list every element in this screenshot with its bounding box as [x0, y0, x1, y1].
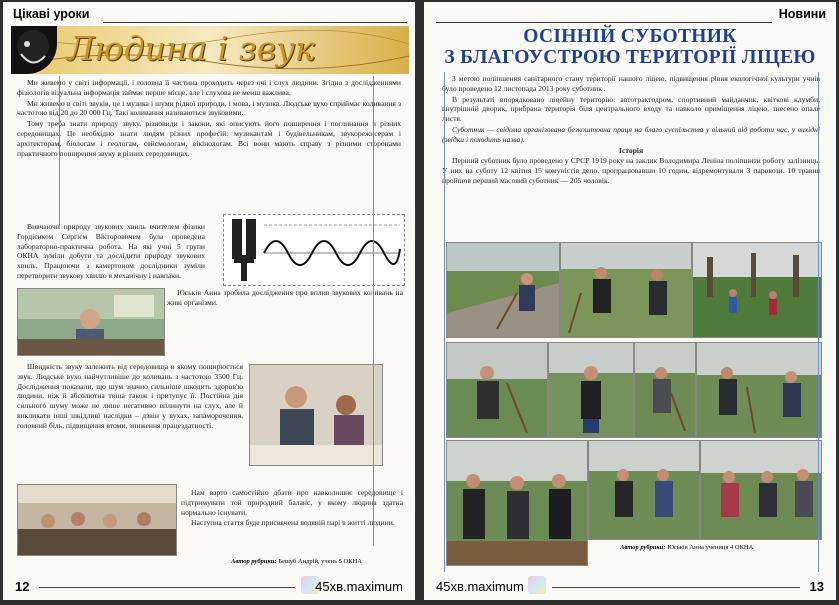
- cleanup-photo: [692, 242, 822, 338]
- section-title-left: Цікаві уроки: [13, 7, 90, 21]
- guide-line: [444, 72, 445, 572]
- classroom-photo: [17, 484, 177, 556]
- page-number-right: 13: [809, 579, 824, 594]
- paragraph: Тому треба знати природу звуку, різновиди і закони, які описують його поширення і поглинання в різних середовищах. Це необхідно знати людям різних професій: музикантам і будівельникам, звукорежисерам і архітекторам, біологам і геологам, сейсмологам, вікінологам. Всі вони мають справу з різними сторонами практичного поширення звуку в різних середовищах.: [17, 119, 401, 158]
- article-title-line2: З БЛАГОУСТРОЮ ТЕРИТОРІЇ ЛІЦЕЮ: [444, 47, 816, 68]
- cleanup-photo: [446, 440, 588, 566]
- header-rule-left: [103, 22, 407, 23]
- paragraph: Ми живемо у світі інформації, і головна її частина проходить через очі і слух людини. Згідно з дослідженнями фізіологів візуальна інформація займає перше місце, але і слухова не менш важлива.: [17, 78, 401, 97]
- caption-text: Юськів Анна учениця 4 ОКНА: [667, 544, 754, 551]
- sound-wave-diagram: [224, 215, 404, 285]
- left-article-mid: [17, 222, 205, 282]
- left-article-end: [181, 488, 403, 529]
- banner: [11, 26, 409, 74]
- magazine-logo-icon: [528, 576, 546, 594]
- caption-text: Бешуб Андрій, учень 5 ОКНА: [278, 558, 362, 565]
- author-caption-right: [620, 544, 820, 552]
- left-article-noise: [17, 362, 243, 432]
- magazine-name-left: 45хв.maximum: [315, 579, 403, 594]
- paragraph: З метою поліпшення санітарного стану території нашого ліцею, підвищення рівня екологічної культури учнів було проведено 12 листопада 2013 року суботник .: [442, 74, 820, 93]
- banner-title: Людина і звук: [67, 29, 315, 68]
- cleanup-photo: [588, 440, 700, 540]
- cleanup-photo: [560, 242, 692, 338]
- footer-left: [3, 576, 415, 594]
- paragraph: Нам варто самостійно дбати про навколишнє середовище і підтримувати той природний баланс, у якому людина здатна нормально існувати.: [181, 488, 403, 517]
- author-caption-left: [231, 558, 407, 566]
- page-number-left: 12: [15, 579, 30, 594]
- caption-label: Автор рубрики:: [231, 558, 277, 565]
- left-page: [3, 2, 415, 600]
- guide-line: [59, 76, 60, 226]
- cleanup-photo: [634, 342, 696, 438]
- paragraph: Перший суботник було проведено у СРСР 1919 року на заклик Володимира Леніна поліпшити роботу залізниць. У них на суботу 12 квітня 15 комуністів депо, пропрацювавши 10 годин, відремонтували 3 паровози. 10 травня пройшов перший масовий суботник — 205 чоловік.: [442, 156, 820, 185]
- left-article-top: [17, 78, 401, 159]
- cleanup-photo: [700, 440, 822, 540]
- left-article-fork: [167, 288, 403, 309]
- paragraph: Юськів Анна зробила дослідження про вплив звукових коливань на живі організми.: [167, 288, 403, 307]
- teacher-photo: [17, 288, 165, 356]
- guide-line: [373, 76, 374, 546]
- right-page: [424, 2, 836, 600]
- definition-note: Суботник — свідома організована безкоштовна праця на благо суспільства у вільний від роботи час, у вихідні (звідки і походить назва).: [442, 124, 820, 144]
- cleanup-photo: [446, 242, 560, 338]
- tuning-fork-figure: [223, 214, 405, 286]
- paragraph: Швидкість звуку залежить від середовища в якому поширюється звук. Людське вухо найчутливіше до коливань з частотою 3500 Гц. Дослідження показали, що шум значно сильніше шкодить здоров'ю людини, ніж й абсолютна тиша також і притупує її. Постійна дія сильного шуму може не лише негативно вплинути на слух, але й викликати інші шкідливі наслідки – дзвін у вухах, запаморочення, головний біль, підвищення втоми, зниження працездатності.: [17, 362, 243, 430]
- history-heading: Історія: [618, 145, 644, 155]
- head-silhouette-icon: [11, 26, 57, 74]
- footer-rule: [39, 587, 295, 588]
- caption-label: Автор рубрики:: [620, 544, 666, 551]
- footer-right: [424, 576, 836, 594]
- section-title-right: Новини: [778, 7, 826, 21]
- footer-rule: [552, 587, 800, 588]
- lab-photo: [249, 364, 383, 466]
- guide-line: [818, 72, 819, 572]
- article-title-line1: ОСІННІЙ СУБОТНИК: [523, 26, 737, 47]
- cleanup-photo: [446, 342, 548, 438]
- right-article: [442, 74, 820, 187]
- magazine-name-right: 45хв.maximum: [436, 579, 524, 594]
- paragraph: Ми живемо в світі звуків, це і музика і шуми рідної природи, і мова, і музика. Людське вухо сприймає коливання з частотою від 20 до 20 000 Гц. Такі коливання називаються звуковими.: [17, 98, 401, 118]
- paragraph: Вивчаючи природу звукових хвиль вчителем фізики Гордієнком Сергієм Вікторовичем була проведена лабораторно-практична робота. На які учні 5 групи ОКНА зуміли добути та дослідити природу звукових хвиль. Працюючи з камертоном дослідники зуміли перетворити звукову хвилю в механічну і навпаки.: [17, 222, 205, 280]
- paragraph: В результаті впорядковано ліцейну територію: автотрактодром, спортивний майданчик, квіткові клумби, внутрішній дворик, прибрана територія біля центрального входу та навколо приміщення ліцею, знесено опале листя.: [442, 94, 820, 124]
- cleanup-photo: [548, 342, 634, 438]
- cleanup-photo: [696, 342, 822, 438]
- paragraph: Наступна стаття буде присвячена водяній парі в житті людини.: [191, 518, 395, 528]
